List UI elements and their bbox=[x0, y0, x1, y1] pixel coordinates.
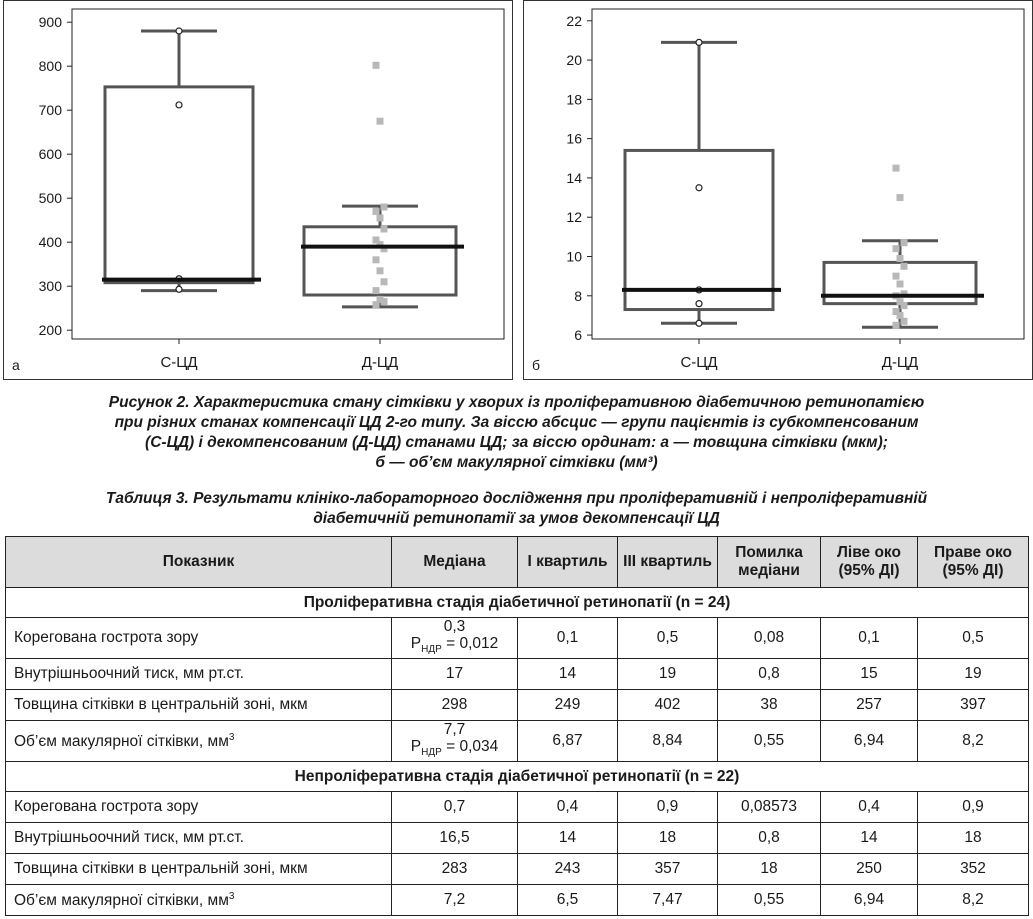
table-row bbox=[6, 823, 1029, 854]
y-tick-label: 800 bbox=[38, 58, 62, 75]
median-value: 16,5 bbox=[439, 829, 470, 847]
table-caption bbox=[10, 489, 1023, 529]
figure-caption-line: б — об’єм макулярної сітківки (мм³) bbox=[375, 454, 658, 471]
cell-q1: 0,4 bbox=[518, 792, 618, 823]
cell-right-eye: 8,2 bbox=[918, 885, 1029, 916]
table-caption-line: діабетичній ретинопатії за умов декомпенсації ЦД bbox=[313, 510, 720, 527]
data-point bbox=[901, 239, 908, 246]
header-indicator: Показник bbox=[6, 537, 392, 588]
median-value: 0,7 bbox=[443, 798, 466, 816]
data-point bbox=[373, 301, 380, 308]
cell-indicator bbox=[6, 659, 392, 690]
table-row bbox=[6, 659, 1029, 690]
y-tick-label: 22 bbox=[566, 12, 582, 29]
data-point bbox=[901, 318, 908, 325]
cell-left-eye: 257 bbox=[821, 690, 918, 721]
data-point bbox=[893, 273, 900, 280]
cell-median bbox=[392, 854, 518, 885]
y-tick-label: 700 bbox=[38, 102, 62, 119]
data-point bbox=[377, 215, 384, 222]
median-value: 298 bbox=[441, 696, 468, 714]
header-q3: III квартиль bbox=[618, 537, 718, 588]
cell-right-eye: 352 bbox=[918, 854, 1029, 885]
cell-right-eye: 397 bbox=[918, 690, 1029, 721]
cell-median-error: 18 bbox=[718, 854, 821, 885]
cell-left-eye: 14 bbox=[821, 823, 918, 854]
cell-q1: 14 bbox=[518, 659, 618, 690]
median-value: 0,3 bbox=[443, 618, 466, 635]
data-point bbox=[893, 165, 900, 172]
indicator-name: Корегована гострота зору bbox=[14, 629, 199, 647]
box-iqr bbox=[304, 227, 456, 295]
panel-letter: б bbox=[532, 357, 541, 373]
p-subscript: НДР bbox=[421, 644, 442, 656]
header-median: Медіана bbox=[392, 537, 518, 588]
figure-caption-line: (С-ЦД) і декомпенсованим (Д-ЦД) станами ЦД; за віссю ординат: а — товщина сітківки (мкм); bbox=[145, 434, 888, 451]
data-point bbox=[377, 267, 384, 274]
header-q1: I квартиль bbox=[518, 537, 618, 588]
data-point bbox=[381, 204, 388, 211]
section-title: Проліферативна стадія діабетичної ретинопатії (n = 24) bbox=[6, 588, 1029, 618]
data-point bbox=[893, 322, 900, 329]
cell-q1: 14 bbox=[518, 823, 618, 854]
cell-median-error: 0,08 bbox=[718, 618, 821, 659]
data-point bbox=[377, 118, 384, 125]
table-row bbox=[6, 721, 1029, 762]
y-tick-label: 900 bbox=[38, 14, 62, 31]
cell-median bbox=[392, 659, 518, 690]
x-category-label: Д-ЦД bbox=[361, 354, 399, 371]
data-point bbox=[901, 302, 908, 309]
cell-indicator bbox=[6, 792, 392, 823]
indicator-name: Товщина сітківки в центральній зоні, мкм bbox=[14, 696, 308, 714]
data-point bbox=[176, 286, 182, 292]
y-tick-label: 400 bbox=[38, 234, 62, 251]
table-caption-line: Таблиця 3. Результати клініко-лабораторного дослідження при проліферативній і непроліферативній bbox=[105, 490, 928, 507]
data-point bbox=[381, 226, 388, 233]
indicator-name: Товщина сітківки в центральній зоні, мкм bbox=[14, 860, 308, 878]
data-point bbox=[696, 301, 702, 307]
cell-median-error: 0,8 bbox=[718, 659, 821, 690]
indicator-name: Внутрішньоочний тиск, мм рт.ст. bbox=[14, 665, 244, 683]
cell-median bbox=[392, 792, 518, 823]
data-point bbox=[897, 194, 904, 201]
cell-q1: 6,5 bbox=[518, 885, 618, 916]
p-subscript: НДР bbox=[421, 747, 442, 759]
unit-superscript: 3 bbox=[228, 890, 235, 902]
table-section-row bbox=[6, 588, 1029, 618]
table-header-row bbox=[6, 537, 1029, 588]
figure-caption-line: при різних станах компенсації ЦД 2-го типу. За віссю абсцис — групи пацієнтів із субкомпенсованим bbox=[114, 414, 919, 431]
p-label: P bbox=[410, 635, 422, 652]
median-value: 7,2 bbox=[443, 891, 466, 909]
p-number: = 0,034 bbox=[441, 738, 499, 756]
data-point bbox=[696, 185, 702, 191]
y-tick-label: 12 bbox=[566, 209, 582, 226]
boxplot-retina-thickness bbox=[4, 1, 514, 381]
box-iqr bbox=[625, 150, 773, 309]
cell-q3: 0,5 bbox=[618, 618, 718, 659]
section-title: Непроліферативна стадія діабетичної ретинопатії (n = 22) bbox=[6, 762, 1029, 792]
cell-left-eye: 250 bbox=[821, 854, 918, 885]
indicator-name: Об’єм макулярної сітківки, мм bbox=[14, 891, 229, 909]
y-tick-label: 16 bbox=[566, 130, 582, 147]
cell-q3: 402 bbox=[618, 690, 718, 721]
x-category-label: Д-ЦД bbox=[881, 354, 919, 371]
box-iqr bbox=[105, 87, 253, 283]
y-tick-label: 14 bbox=[566, 169, 582, 186]
cell-q1: 243 bbox=[518, 854, 618, 885]
y-tick-label: 10 bbox=[566, 248, 582, 265]
figure-caption-line: Рисунок 2. Характеристика стану сітківки у хворих із проліферативною діабетичною ретинопатією bbox=[108, 394, 925, 411]
y-tick-label: 6 bbox=[574, 327, 582, 344]
data-point bbox=[897, 281, 904, 288]
p-value bbox=[396, 635, 513, 658]
indicator-name: Об’єм макулярної сітківки, мм bbox=[14, 732, 229, 750]
p-value bbox=[396, 738, 513, 761]
unit-superscript: 3 bbox=[228, 731, 235, 743]
y-tick-label: 8 bbox=[574, 287, 582, 304]
median-value: 283 bbox=[441, 860, 468, 878]
data-point bbox=[696, 39, 702, 45]
p-label: P bbox=[410, 738, 422, 756]
cell-q3: 8,84 bbox=[618, 721, 718, 762]
data-point bbox=[176, 28, 182, 34]
data-point bbox=[373, 256, 380, 263]
median-value: 17 bbox=[445, 665, 464, 683]
y-tick-label: 600 bbox=[38, 146, 62, 163]
cell-left-eye: 0,4 bbox=[821, 792, 918, 823]
cell-q3: 18 bbox=[618, 823, 718, 854]
cell-q1: 6,87 bbox=[518, 721, 618, 762]
cell-q3: 19 bbox=[618, 659, 718, 690]
data-point bbox=[893, 245, 900, 252]
cell-q3: 357 bbox=[618, 854, 718, 885]
data-point bbox=[696, 320, 702, 326]
data-point bbox=[373, 208, 380, 215]
median-value: 7,7 bbox=[443, 721, 466, 739]
cell-right-eye: 8,2 bbox=[918, 721, 1029, 762]
panel-letter: а bbox=[12, 357, 20, 373]
table-row bbox=[6, 618, 1029, 659]
data-point bbox=[901, 263, 908, 270]
y-tick-label: 20 bbox=[566, 52, 582, 69]
table-section-row bbox=[6, 762, 1029, 792]
cell-median-error: 0,55 bbox=[718, 885, 821, 916]
y-tick-label: 500 bbox=[38, 190, 62, 207]
results-table bbox=[5, 536, 1029, 916]
cell-indicator bbox=[6, 690, 392, 721]
cell-indicator bbox=[6, 885, 392, 916]
boxplot-macular-volume bbox=[524, 1, 1033, 381]
table-row bbox=[6, 885, 1029, 916]
cell-left-eye: 0,1 bbox=[821, 618, 918, 659]
header-right-eye: Праве око (95% ДІ) bbox=[918, 537, 1029, 588]
cell-indicator bbox=[6, 618, 392, 659]
cell-median bbox=[392, 721, 518, 762]
indicator-name: Внутрішньоочний тиск, мм рт.ст. bbox=[14, 829, 244, 847]
cell-median-error: 0,08573 bbox=[718, 792, 821, 823]
cell-right-eye: 0,9 bbox=[918, 792, 1029, 823]
cell-left-eye: 15 bbox=[821, 659, 918, 690]
data-point bbox=[381, 298, 388, 305]
table-row bbox=[6, 854, 1029, 885]
table-row bbox=[6, 690, 1029, 721]
cell-median-error: 38 bbox=[718, 690, 821, 721]
y-tick-label: 18 bbox=[566, 91, 582, 108]
cell-median bbox=[392, 823, 518, 854]
cell-q1: 249 bbox=[518, 690, 618, 721]
cell-q3: 7,47 bbox=[618, 885, 718, 916]
header-left-eye: Ліве око (95% ДІ) bbox=[821, 537, 918, 588]
cell-right-eye: 18 bbox=[918, 823, 1029, 854]
chart-panel-b bbox=[523, 0, 1033, 380]
data-point bbox=[176, 102, 182, 108]
p-number: = 0,012 bbox=[441, 635, 499, 652]
cell-q3: 0,9 bbox=[618, 792, 718, 823]
indicator-name: Корегована гострота зору bbox=[14, 798, 199, 816]
cell-right-eye: 0,5 bbox=[918, 618, 1029, 659]
cell-median-error: 0,8 bbox=[718, 823, 821, 854]
cell-median-error: 0,55 bbox=[718, 721, 821, 762]
cell-indicator bbox=[6, 721, 392, 762]
cell-median bbox=[392, 618, 518, 659]
cell-median bbox=[392, 690, 518, 721]
x-category-label: С-ЦД bbox=[160, 354, 198, 371]
cell-median bbox=[392, 885, 518, 916]
cell-left-eye: 6,94 bbox=[821, 885, 918, 916]
table-row bbox=[6, 792, 1029, 823]
data-point bbox=[381, 278, 388, 285]
y-tick-label: 300 bbox=[38, 278, 62, 295]
header-median-error: Помилка медіани bbox=[718, 537, 821, 588]
cell-indicator bbox=[6, 854, 392, 885]
y-tick-label: 200 bbox=[38, 322, 62, 339]
cell-left-eye: 6,94 bbox=[821, 721, 918, 762]
data-point bbox=[897, 255, 904, 262]
cell-q1: 0,1 bbox=[518, 618, 618, 659]
chart-panel-a bbox=[3, 0, 513, 380]
x-category-label: С-ЦД bbox=[680, 354, 718, 371]
data-point bbox=[373, 287, 380, 294]
figure-caption bbox=[10, 393, 1023, 473]
cell-indicator bbox=[6, 823, 392, 854]
cell-right-eye: 19 bbox=[918, 659, 1029, 690]
data-point bbox=[373, 62, 380, 69]
